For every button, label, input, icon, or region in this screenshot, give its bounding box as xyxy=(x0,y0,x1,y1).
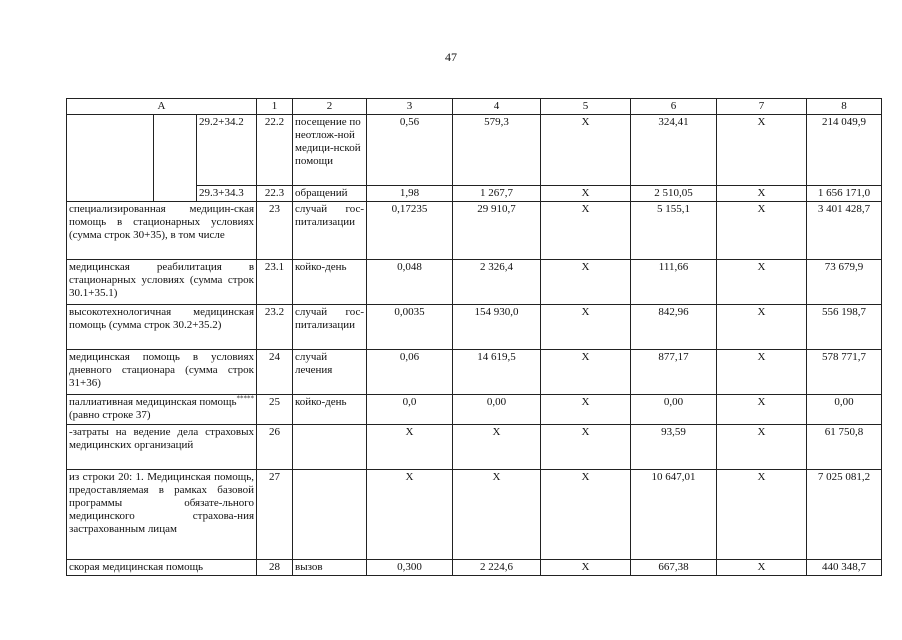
value-cell: 5 155,1 xyxy=(631,202,717,260)
value-cell: 1 267,7 xyxy=(453,186,541,202)
value-cell: 2 224,6 xyxy=(453,560,541,576)
value-cell: 0,300 xyxy=(367,560,453,576)
value-cell: 73 679,9 xyxy=(807,260,882,305)
header-cell-4: 4 xyxy=(453,99,541,115)
table-row xyxy=(67,425,882,470)
value-cell: 0,0 xyxy=(367,395,453,425)
table-row xyxy=(67,560,882,576)
value-cell: 1,98 xyxy=(367,186,453,202)
value-cell: 3 401 428,7 xyxy=(807,202,882,260)
table-row xyxy=(67,115,882,186)
value-cell: X xyxy=(717,186,807,202)
empty-cell xyxy=(67,115,154,202)
value-cell: X xyxy=(541,395,631,425)
value-cell: 2 510,05 xyxy=(631,186,717,202)
value-cell: X xyxy=(541,560,631,576)
value-cell: X xyxy=(717,425,807,470)
value-cell: 324,41 xyxy=(631,115,717,186)
header-row xyxy=(67,99,882,115)
value-cell: 214 049,9 xyxy=(807,115,882,186)
value-cell: 61 750,8 xyxy=(807,425,882,470)
row-label-cell: высокотехнологичная медицинская помощь (сумма строк 30.2+35.2) xyxy=(67,305,257,350)
unit-cell: обращений xyxy=(293,186,367,202)
header-cell-1: 1 xyxy=(257,99,293,115)
header-cell-6: 6 xyxy=(631,99,717,115)
value-cell: 29 910,7 xyxy=(453,202,541,260)
value-cell: X xyxy=(367,470,453,560)
header-cell-3: 3 xyxy=(367,99,453,115)
table-row xyxy=(67,395,882,425)
header-cell-5: 5 xyxy=(541,99,631,115)
value-cell: X xyxy=(717,470,807,560)
row-number-cell: 28 xyxy=(257,560,293,576)
value-cell: X xyxy=(717,560,807,576)
value-cell: X xyxy=(541,305,631,350)
header-cell-a: А xyxy=(67,99,257,115)
row-number-cell: 26 xyxy=(257,425,293,470)
value-cell: X xyxy=(453,470,541,560)
value-cell: 0,048 xyxy=(367,260,453,305)
row-label-cell: специализированная медицин-ская помощь в стационарных условиях (сумма строк 30+35), в том числе xyxy=(67,202,257,260)
unit-cell: койко-день xyxy=(293,260,367,305)
row-label-cell: из строки 20: 1. Медицинская помощь, предоставляемая в рамках базовой программы обязате-льного медицинского страхова-ния застрахованным лицам xyxy=(67,470,257,560)
financing-table xyxy=(66,98,882,576)
value-cell: X xyxy=(541,202,631,260)
value-cell: 154 930,0 xyxy=(453,305,541,350)
row-label-cell: -затраты на ведение дела страховых медицинских организаций xyxy=(67,425,257,470)
unit-cell: посещение по неотлож-ной медици-нской помощи xyxy=(293,115,367,186)
value-cell: 0,00 xyxy=(453,395,541,425)
value-cell: X xyxy=(541,470,631,560)
value-cell: X xyxy=(453,425,541,470)
value-cell: 0,00 xyxy=(807,395,882,425)
header-cell-8: 8 xyxy=(807,99,882,115)
value-cell: 2 326,4 xyxy=(453,260,541,305)
value-cell: 0,06 xyxy=(367,350,453,395)
value-cell: 877,17 xyxy=(631,350,717,395)
value-cell: 578 771,7 xyxy=(807,350,882,395)
row-number-cell: 22.2 xyxy=(257,115,293,186)
value-cell: X xyxy=(717,115,807,186)
value-cell: 556 198,7 xyxy=(807,305,882,350)
value-cell: 667,38 xyxy=(631,560,717,576)
value-cell: 93,59 xyxy=(631,425,717,470)
value-cell: 14 619,5 xyxy=(453,350,541,395)
value-cell: 1 656 171,0 xyxy=(807,186,882,202)
value-cell: 0,0035 xyxy=(367,305,453,350)
header-cell-2: 2 xyxy=(293,99,367,115)
row-label-text: паллиативная медицинская помощь xyxy=(69,396,237,408)
table-row xyxy=(67,470,882,560)
value-cell: X xyxy=(717,350,807,395)
row-label-cell: медицинская реабилитация в стационарных условиях (сумма строк 30.1+35.1) xyxy=(67,260,257,305)
row-number-cell: 23.2 xyxy=(257,305,293,350)
row-label-cell: медицинская помощь в условиях дневного стационара (сумма строк 31+36) xyxy=(67,350,257,395)
row-number-cell: 27 xyxy=(257,470,293,560)
value-cell: 7 025 081,2 xyxy=(807,470,882,560)
value-cell: 10 647,01 xyxy=(631,470,717,560)
row-number-cell: 22.3 xyxy=(257,186,293,202)
table-row xyxy=(67,260,882,305)
row-number-cell: 25 xyxy=(257,395,293,425)
unit-cell: вызов xyxy=(293,560,367,576)
row-number-cell: 23.1 xyxy=(257,260,293,305)
value-cell: X xyxy=(541,260,631,305)
unit-cell: случай гос-питализации xyxy=(293,305,367,350)
value-cell: 579,3 xyxy=(453,115,541,186)
value-cell: X xyxy=(717,395,807,425)
table-row xyxy=(67,305,882,350)
empty-cell xyxy=(154,115,197,202)
header-cell-7: 7 xyxy=(717,99,807,115)
unit-cell xyxy=(293,425,367,470)
value-cell: X xyxy=(717,202,807,260)
value-cell: 0,56 xyxy=(367,115,453,186)
unit-cell xyxy=(293,470,367,560)
value-cell: X xyxy=(541,350,631,395)
row-label-cell xyxy=(67,395,257,425)
value-cell: 440 348,7 xyxy=(807,560,882,576)
value-cell: 0,17235 xyxy=(367,202,453,260)
row-number-cell: 24 xyxy=(257,350,293,395)
value-cell: X xyxy=(717,305,807,350)
value-cell: 111,66 xyxy=(631,260,717,305)
value-cell: X xyxy=(367,425,453,470)
unit-cell: случай гос-питализации xyxy=(293,202,367,260)
row-label-cell: скорая медицинская помощь xyxy=(67,560,257,576)
value-cell: 842,96 xyxy=(631,305,717,350)
value-cell: X xyxy=(541,425,631,470)
formula-cell: 29.2+34.2 xyxy=(197,115,257,186)
value-cell: X xyxy=(541,115,631,186)
unit-cell: случай лечения xyxy=(293,350,367,395)
formula-cell: 29.3+34.3 xyxy=(197,186,257,202)
page-number: 47 xyxy=(445,50,457,64)
row-number-cell: 23 xyxy=(257,202,293,260)
value-cell: X xyxy=(717,260,807,305)
row-label-tail: (равно строке 37) xyxy=(69,409,151,421)
table-row xyxy=(67,202,882,260)
value-cell: X xyxy=(541,186,631,202)
unit-cell: койко-день xyxy=(293,395,367,425)
footnote-marker: ***** xyxy=(236,394,255,403)
table-row xyxy=(67,350,882,395)
value-cell: 0,00 xyxy=(631,395,717,425)
